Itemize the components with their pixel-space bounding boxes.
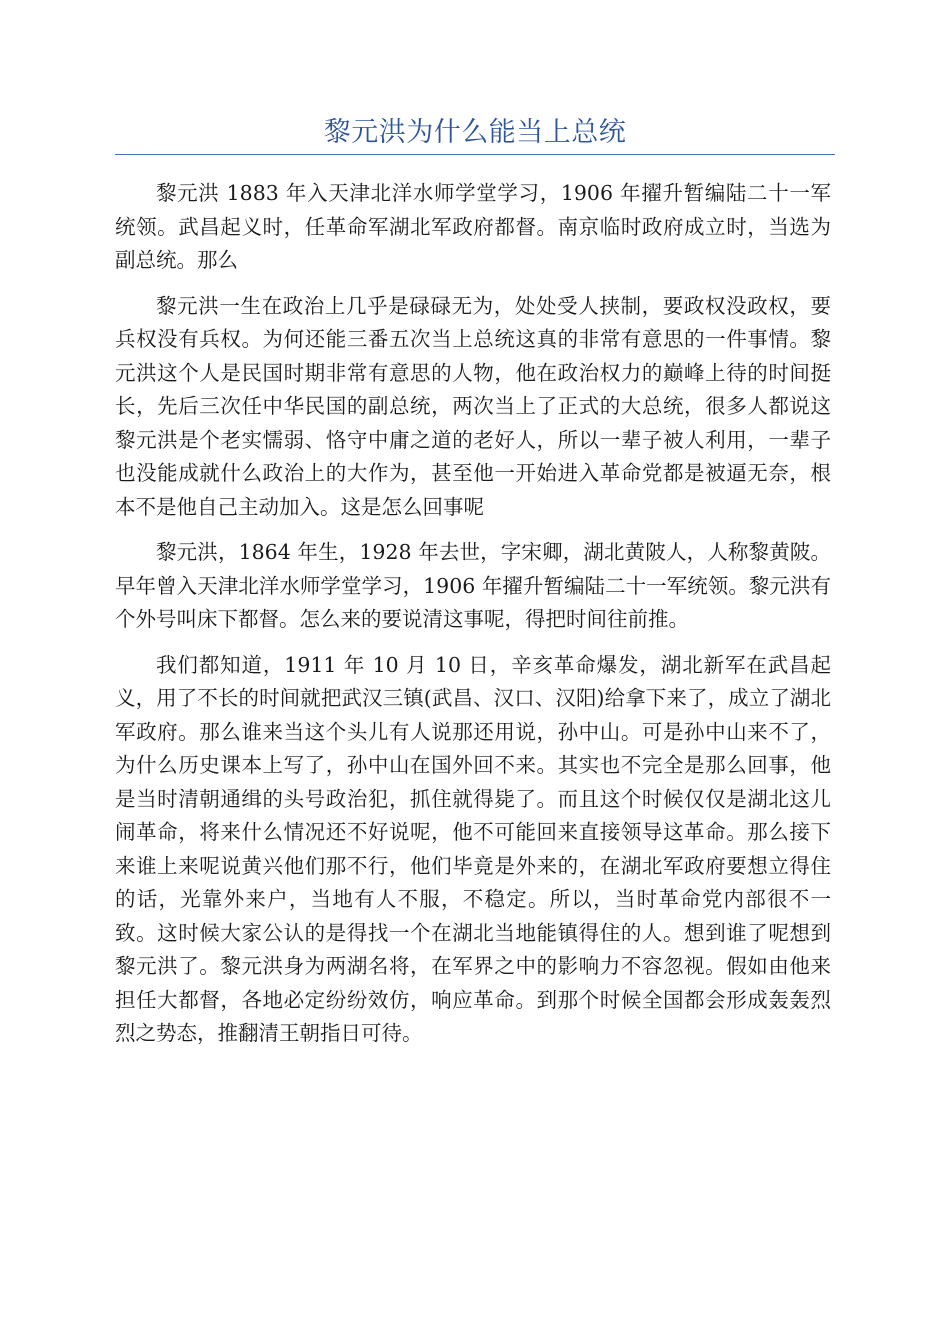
paragraph-4: 我们都知道，1911 年 10 月 10 日，辛亥革命爆发，湖北新军在武昌起义，用了不长的时间就把武汉三镇(武昌、汉口、汉阳)给拿下来了，成立了湖北军政府。那么谁来当这个头儿有人说那还用说，孙中山。可是孙中山来不了，为什么历史课本上写了，孙中山在国外回不来。其实也不完全是那么回事，他是当时清朝通缉的头号政治犯，抓住就得毙了。而且这个时候仅仅是湖北这儿闹革命，将来什么情况还不好说呢，他不可能回来直接领导这革命。那么接下来谁上来呢说黄兴他们那不行，他们毕竟是外来的，在湖北军政府要想立得住的话，光靠外来户，当地有人不服，不稳定。所以，当时革命党内部很不一致。这时候大家公认的是得找一个在湖北当地能镇得住的人。想到谁了呢想到黎元洪了。黎元洪身为两湖名将，在军界之中的影响力不容忽视。假如由他来担任大都督，各地必定纷纷效仿，响应革命。到那个时候全国都会形成轰轰烈烈之势态，推翻清王朝指日可待。 — [115, 652, 831, 1045]
document-title: 黎元洪为什么能当上总统 — [323, 117, 627, 148]
title-underline — [115, 154, 835, 155]
document-body — [115, 177, 831, 1063]
paragraph-2: 黎元洪一生在政治上几乎是碌碌无为，处处受人挟制，要政权没政权，要兵权没有兵权。为何还能三番五次当上总统这真的非常有意思的一件事情。黎元洪这个人是民国时期非常有意思的人物，他在政治权力的巅峰上待的时间挺长，先后三次任中华民国的副总统，两次当上了正式的大总统，很多人都说这黎元洪是个老实懦弱、恪守中庸之道的老好人，所以一辈子被人利用，一辈子也没能成就什么政治上的大作为，甚至他一开始进入革命党都是被逼无奈，根本不是他自己主动加入。这是怎么回事呢 — [115, 293, 831, 519]
paragraph-1: 黎元洪 1883 年入天津北洋水师学堂学习，1906 年擢升暂编陆二十一军统领。武昌起义时，任革命军湖北军政府都督。南京临时政府成立时，当选为副总统。那么 — [115, 181, 831, 272]
paragraph-3: 黎元洪，1864 年生，1928 年去世，字宋卿，湖北黄陂人，人称黎黄陂。早年曾入天津北洋水师学堂学习，1906 年擢升暂编陆二十一军统领。黎元洪有个外号叫床下都督。怎么来的要说清这事呢，得把时间往前推。 — [115, 540, 831, 631]
